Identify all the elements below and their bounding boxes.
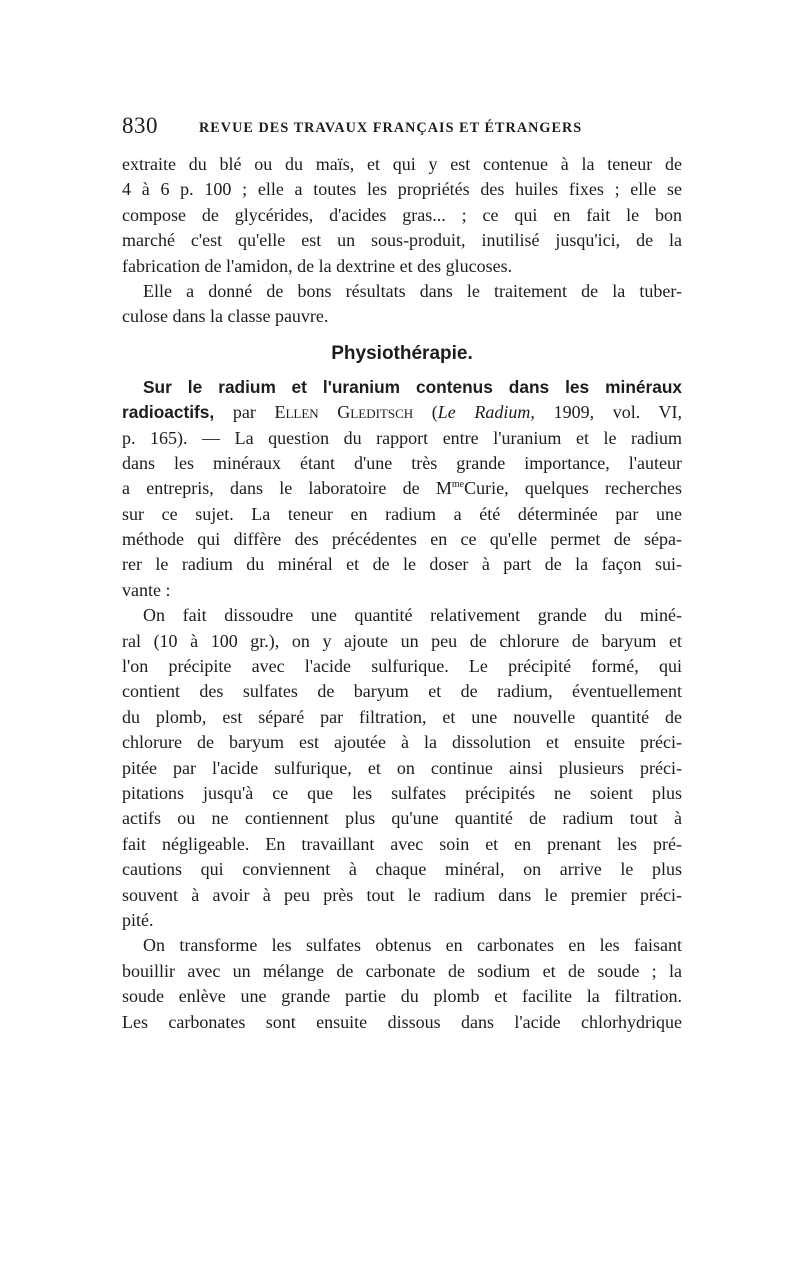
text-line: Elle a donné de bons résultats dans le traitement de la tuber- bbox=[143, 280, 682, 301]
text-line: ral (10 à 100 gr.), on y ajoute un peu de chlorure de baryum et bbox=[122, 630, 682, 651]
text-line: pitations jusqu'à ce que les sulfates précipités ne soient plus bbox=[122, 782, 682, 803]
journal-title: REVUE DES TRAVAUX FRANÇAIS ET ÉTRANGERS bbox=[199, 120, 583, 136]
text-line: p. 165). — La question du rapport entre l'uranium et le radium bbox=[122, 427, 682, 448]
byline-word: par bbox=[232, 402, 256, 423]
text-line: On transforme les sulfates obtenus en carbonates en les faisant bbox=[143, 935, 682, 956]
page-number: 830 bbox=[122, 113, 158, 138]
text-line bbox=[122, 476, 682, 501]
article-title-line bbox=[122, 375, 682, 400]
text-line: sur ce sujet. La teneur en radium a été déterminée par une bbox=[122, 503, 682, 524]
citation-details: 1909, vol. VI, bbox=[553, 402, 683, 423]
section-heading: Physiothérapie. bbox=[331, 342, 473, 364]
article-citation-line bbox=[122, 400, 682, 425]
text-line: souvent à avoir à peu près tout le radium dans le premier préci- bbox=[122, 884, 682, 905]
text-line: chlorure de baryum est ajoutée à la dissolution et ensuite préci- bbox=[122, 732, 682, 753]
article-title-part: Sur le radium bbox=[143, 376, 276, 397]
text-line: contient des sulfates de baryum et de radium, éventuellement bbox=[122, 681, 682, 702]
citation-paren: ( bbox=[431, 402, 438, 423]
text-line: actifs ou ne contiennent plus qu'une quantité de radium tout à bbox=[122, 808, 682, 829]
superscript: me bbox=[451, 479, 465, 491]
text-line: dans les minéraux étant d'une très grande importance, l'auteur bbox=[122, 452, 682, 473]
article-title-part: radioactifs, bbox=[122, 402, 215, 423]
text-line: rer le radium du minéral et de le doser à part de la façon sui- bbox=[122, 554, 682, 575]
text-line: marché c'est qu'elle est un sous-produit, inutilisé jusqu'ici, de la bbox=[122, 230, 682, 251]
article-author: Ellen Gleditsch bbox=[274, 402, 414, 423]
text-line: On fait dissoudre une quantité relativement grande du miné- bbox=[143, 605, 682, 626]
running-header bbox=[122, 113, 682, 143]
text-line: l'on précipite avec l'acide sulfurique. Le précipité formé, qui bbox=[122, 656, 682, 677]
text-line: pitée par l'acide sulfurique, et on continue ainsi plusieurs préci- bbox=[122, 757, 682, 778]
text-line: fait négligeable. En travaillant avec soin et en prenant les pré- bbox=[122, 833, 682, 854]
text-line: Les carbonates sont ensuite dissous dans l'acide chlorhydrique bbox=[122, 1011, 682, 1032]
text-line: pité. bbox=[122, 909, 154, 930]
text-line: du plomb, est séparé par filtration, et une nouvelle quantité de bbox=[122, 706, 682, 727]
text-line: méthode qui diffère des précédentes en ce qu'elle permet de sépa- bbox=[122, 529, 682, 550]
article-title-part: et l'uranium contenus dans les minéraux bbox=[291, 376, 682, 397]
text-line: bouillir avec un mélange de carbonate de sodium et de soude ; la bbox=[122, 960, 682, 981]
text-line: soude enlève une grande partie du plomb et facilite la filtration. bbox=[122, 986, 682, 1007]
text-fragment: Curie, quelques recherches bbox=[464, 478, 682, 499]
body-text bbox=[122, 152, 682, 1035]
text-line: cautions qui conviennent à chaque minéral, on arrive le plus bbox=[122, 859, 682, 880]
text-line: vante : bbox=[122, 579, 171, 600]
text-line: compose de glycérides, d'acides gras... ; ce qui en fait le bon bbox=[122, 204, 682, 225]
text-line: 4 à 6 p. 100 ; elle a toutes les propriétés des huiles fixes ; elle se bbox=[122, 179, 682, 200]
text-line: extraite du blé ou du maïs, et qui y est contenue à la teneur de bbox=[122, 154, 682, 174]
text-line: fabrication de l'amidon, de la dextrine et des glucoses. bbox=[122, 255, 513, 276]
text-fragment: a entrepris, dans le laboratoire de M bbox=[122, 478, 452, 499]
text-line: culose dans la classe pauvre. bbox=[122, 306, 329, 327]
source-journal: Le Radium, bbox=[437, 402, 535, 423]
